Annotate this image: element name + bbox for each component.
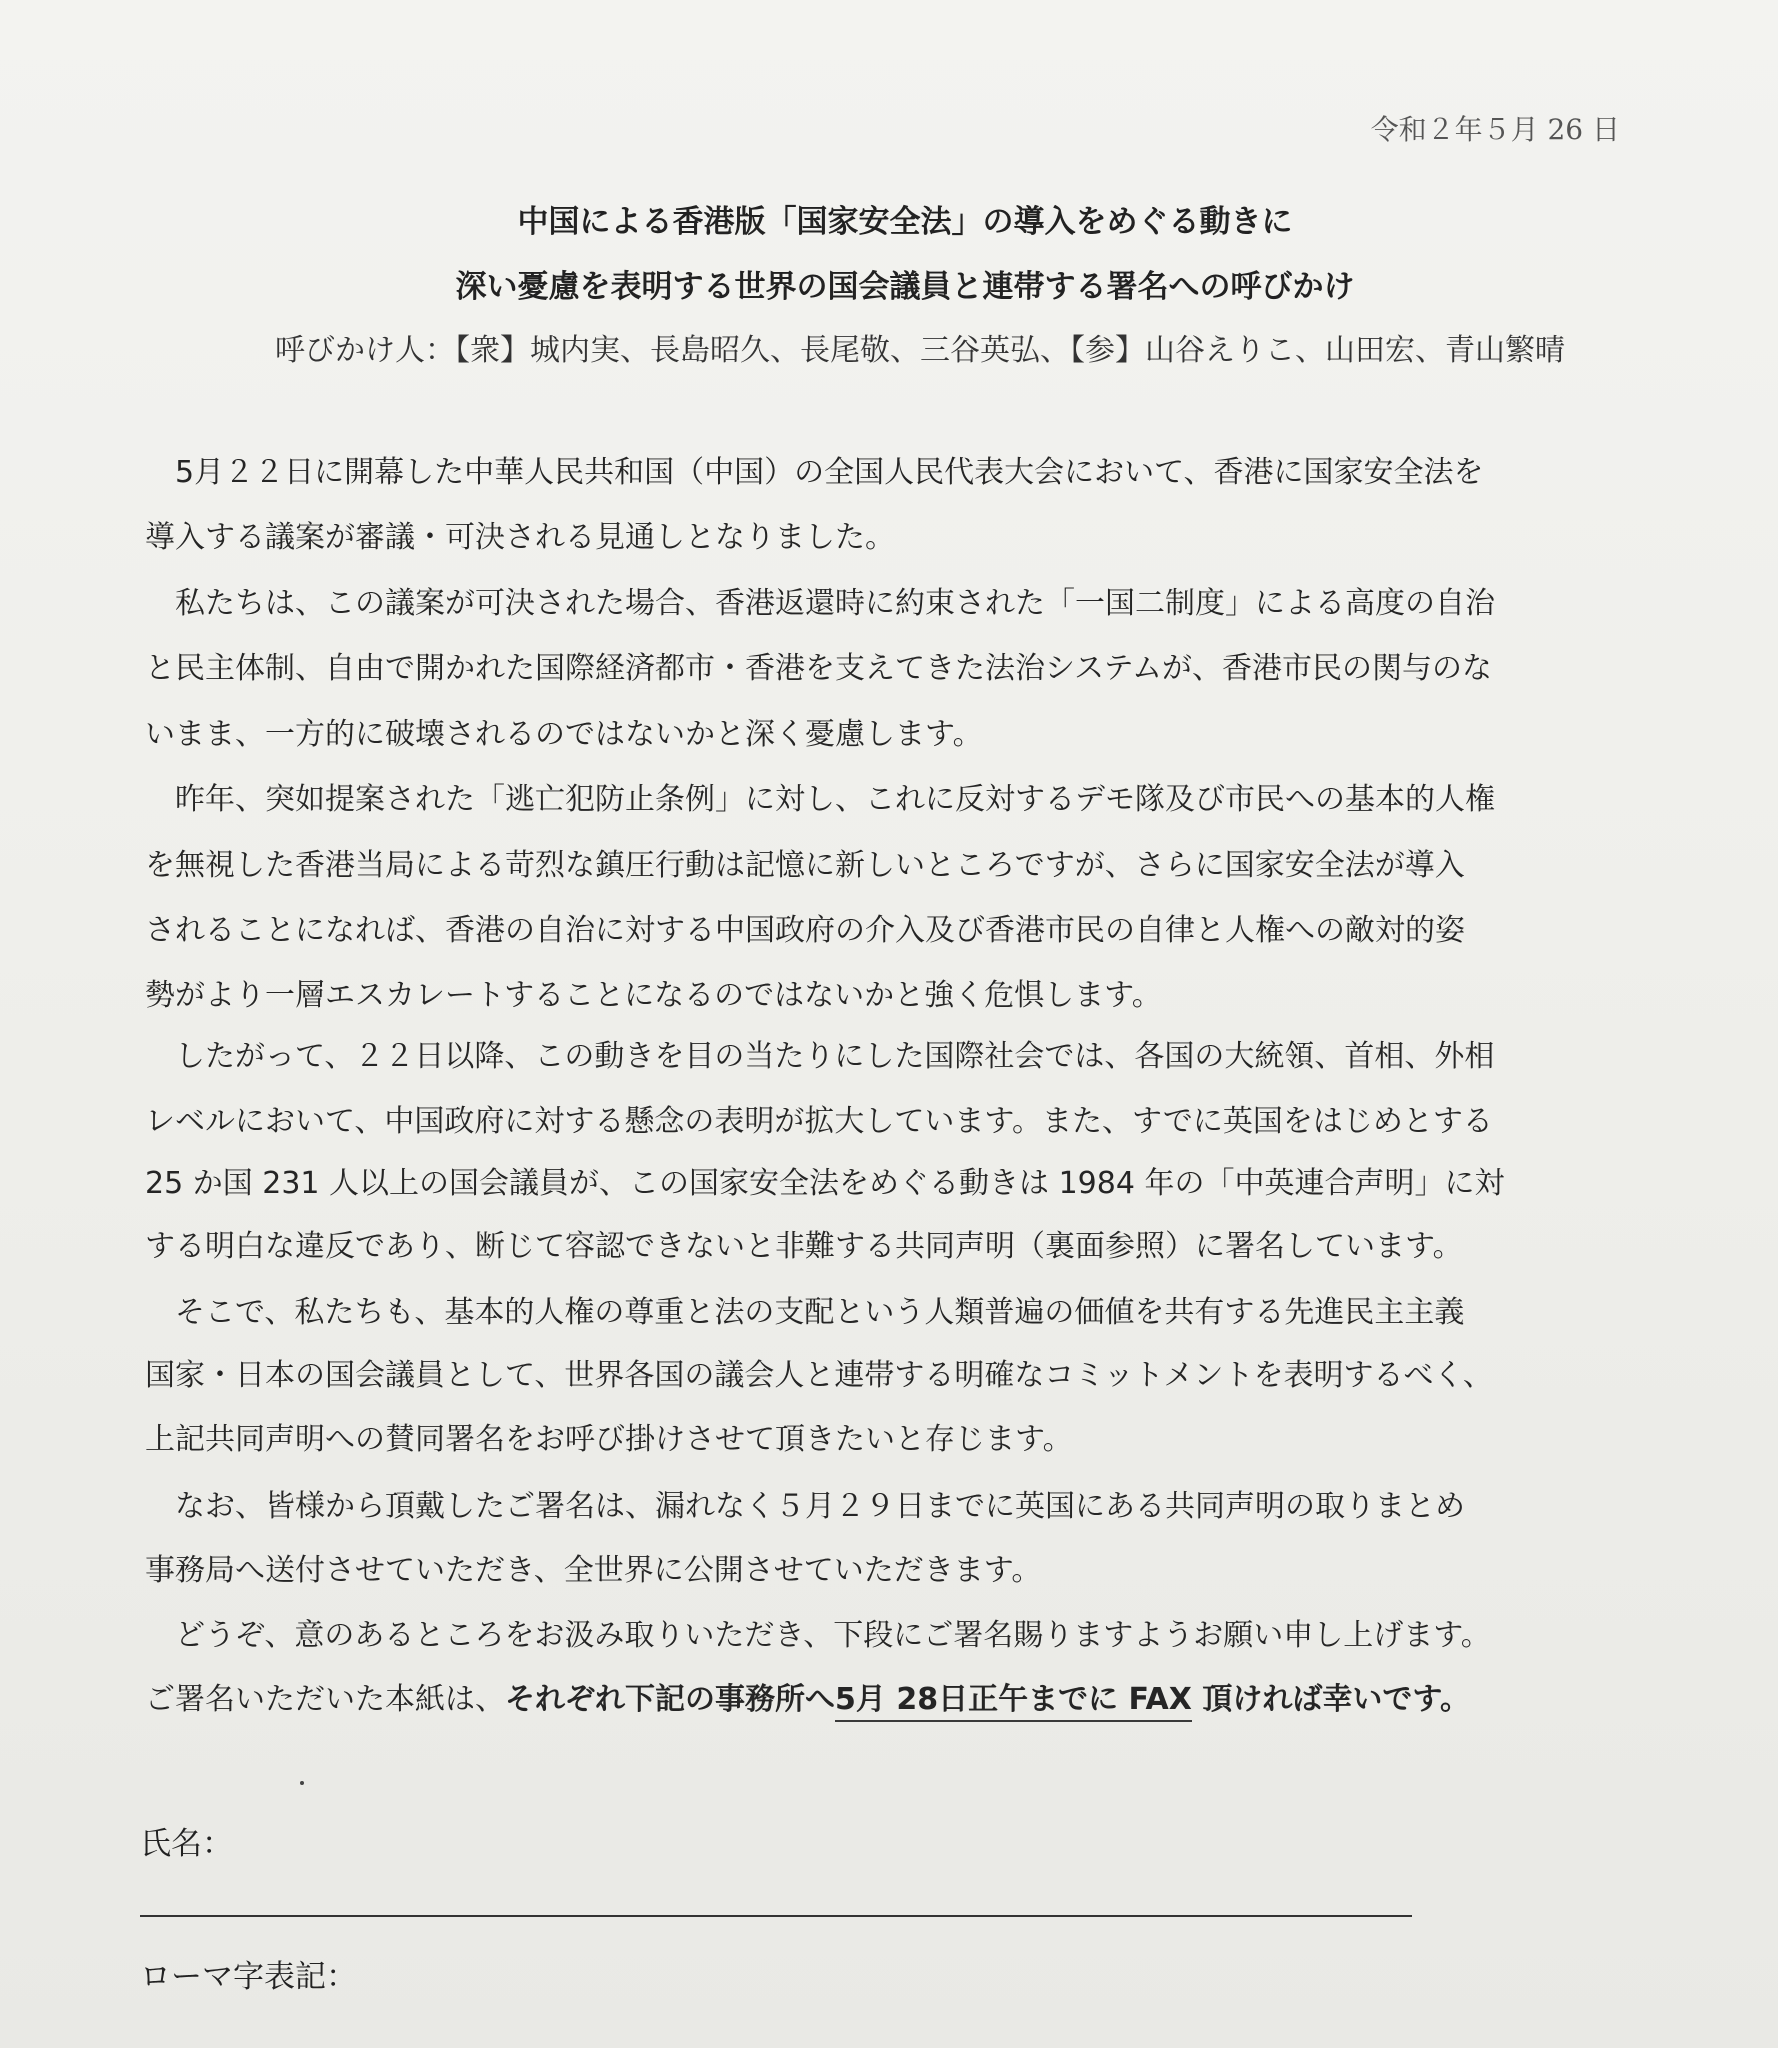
body-line: 導入する議案が審議・可決される見通しとなりました。 bbox=[145, 520, 895, 555]
document-title-line-2: 深い憂慮を表明する世界の国会議員と連帯する署名への呼びかけ bbox=[455, 269, 1355, 305]
document-date: 令和２年５月 26 日 bbox=[1370, 113, 1620, 146]
document-title-line-1: 中国による香港版「国家安全法」の導入をめぐる動きに bbox=[517, 204, 1293, 240]
body-line: と民主体制、自由で開かれた国際経済都市・香港を支えてきた法治システムが、香港市民の関与のな bbox=[145, 651, 1492, 686]
body-line: 5月２２日に開幕した中華人民共和国（中国）の全国人民代表大会において、香港に国家安全法を bbox=[145, 455, 1484, 490]
signature-romaji-label: ローマ字表記： bbox=[140, 1959, 357, 1995]
fax-instruction-closing: 頂ければ幸いです。 bbox=[1191, 1682, 1470, 1717]
body-line: 上記共同声明への賛同署名をお呼び掛けさせて頂きたいと存じます。 bbox=[145, 1422, 1073, 1457]
signature-name-label: 氏名： bbox=[140, 1826, 233, 1862]
body-line: なお、皆様から頂戴したご署名は、漏れなく５月２９日までに英国にある共同声明の取りまとめ bbox=[145, 1489, 1465, 1524]
signature-name-line bbox=[140, 1915, 1412, 1917]
fax-instruction-bold: それぞれ下記の事務所へ bbox=[505, 1682, 835, 1717]
body-line: 昨年、突如提案された「逃亡犯防止条例」に対し、これに反対するデモ隊及び市民への基本的人権 bbox=[145, 782, 1495, 817]
stray-dot bbox=[300, 1781, 304, 1785]
fax-instruction-line bbox=[145, 1682, 1645, 1718]
body-line: いまま、一方的に破壊されるのではないかと深く憂慮します。 bbox=[145, 717, 983, 752]
body-line: したがって、２２日以降、この動きを目の当たりにした国際社会では、各国の大統領、首相、外相 bbox=[145, 1039, 1495, 1074]
body-line: どうぞ、意のあるところをお汲み取りいただき、下段にご署名賜りますようお願い申し上げます。 bbox=[145, 1618, 1491, 1653]
callers-list: 呼びかけ人：【衆】城内実、長島昭久、長尾敬、三谷英弘、【参】山谷えりこ、山田宏、青山繁晴 bbox=[275, 333, 1565, 368]
fax-instruction-plain: ご署名いただいた本紙は、 bbox=[145, 1682, 505, 1717]
body-line: 25 か国 231 人以上の国会議員が、この国家安全法をめぐる動きは 1984 年の「中英連合声明」に対 bbox=[145, 1166, 1505, 1201]
body-line: そこで、私たちも、基本的人権の尊重と法の支配という人類普遍の価値を共有する先進民主主義 bbox=[145, 1295, 1465, 1330]
body-line: 私たちは、この議案が可決された場合、香港返還時に約束された「一国二制度」による高度の自治 bbox=[145, 586, 1495, 621]
body-line: 国家・日本の国会議員として、世界各国の議会人と連帯する明確なコミットメントを表明するべく、 bbox=[145, 1358, 1493, 1393]
fax-deadline: 5月 28日正午までに FAX bbox=[835, 1682, 1192, 1722]
body-line: する明白な違反であり、断じて容認できないと非難する共同声明（裏面参照）に署名しています。 bbox=[145, 1229, 1463, 1264]
body-line: されることになれば、香港の自治に対する中国政府の介入及び香港市民の自律と人権への敵対的姿 bbox=[145, 913, 1465, 948]
body-line: 事務局へ送付させていただき、全世界に公開させていただきます。 bbox=[145, 1553, 1042, 1588]
body-line: 勢がより一層エスカレートすることになるのではないかと強く危惧します。 bbox=[145, 978, 1162, 1013]
body-line: レベルにおいて、中国政府に対する懸念の表明が拡大しています。また、すでに英国をはじめとする bbox=[145, 1104, 1493, 1139]
body-line: を無視した香港当局による苛烈な鎮圧行動は記憶に新しいところですが、さらに国家安全法が導入 bbox=[145, 848, 1465, 883]
